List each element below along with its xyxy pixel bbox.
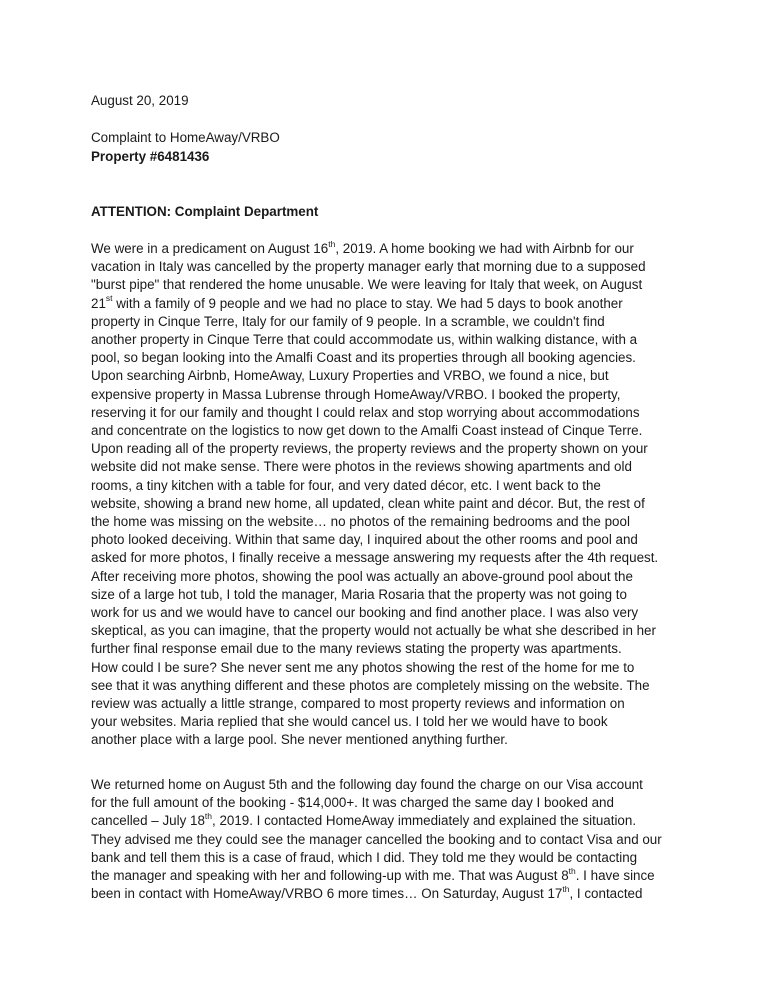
paragraph-booking-story (91, 240, 691, 750)
text-line (91, 640, 691, 658)
text-line (91, 240, 691, 258)
text-line (91, 677, 691, 695)
text-segment: website, showing a brand new home, all updated, clean white paint and décor. But, the rest of (91, 495, 645, 511)
text-line (91, 513, 691, 531)
text-line (91, 495, 691, 513)
text-line (91, 404, 691, 422)
paragraph-charge-followup (91, 776, 691, 903)
text-line (91, 831, 691, 849)
text-line (91, 331, 691, 349)
text-line (91, 695, 691, 713)
text-line (91, 440, 691, 458)
ordinal-suffix: th (562, 883, 570, 894)
text-segment: rooms, a tiny kitchen with a table for four, and very dated décor, etc. I went back to the (91, 477, 601, 493)
ordinal-suffix: st (105, 293, 113, 304)
text-segment: website did not make sense. There were photos in the reviews showing apartments and old (91, 459, 632, 475)
text-line (91, 422, 691, 440)
text-segment: another place with a large pool. She never mentioned anything further. (91, 732, 508, 748)
text-segment: How could I be sure? She never sent me any photos showing the rest of the home for me to (91, 659, 635, 675)
text-line (91, 622, 691, 640)
text-segment: cancelled – July 18 (91, 813, 205, 829)
text-segment: Upon reading all of the property reviews, the property reviews and the property shown on your (91, 441, 648, 457)
text-segment: property in Cinque Terre, Italy for our family of 9 people. In a scramble, we couldn't find (91, 313, 605, 329)
text-segment: review was actually a little strange, compared to most property reviews and information on (91, 696, 625, 712)
text-segment: After receiving more photos, showing the pool was actually an above-ground pool about the (91, 568, 633, 584)
text-segment: , 2019. I contacted HomeAway immediately and explained the situation. (212, 813, 637, 829)
text-segment: , I contacted (569, 886, 643, 902)
text-segment: and concentrate on the logistics to now get down to the Amalfi Coast instead of Cinque Terre. (91, 423, 643, 439)
text-segment: for the full amount of the booking - $14,000+. It was charged the same day I booked and (91, 795, 614, 811)
property-number: Property #6481436 (91, 149, 210, 164)
text-line (91, 776, 691, 794)
text-segment: . I have since (575, 868, 655, 884)
text-line (91, 794, 691, 812)
text-segment: We were in a predicament on August 16 (91, 241, 329, 256)
text-segment: expensive property in Massa Lubrense through HomeAway/VRBO. I booked the property, (91, 386, 621, 402)
text-line (91, 885, 691, 903)
text-line (91, 549, 691, 567)
text-segment: the home was missing on the website… no photos of the remaining bedrooms and the pool (91, 514, 630, 530)
text-segment: your websites. Maria replied that she would cancel us. I told her we would have to book (91, 714, 608, 730)
text-segment: 21 (91, 295, 106, 311)
text-line (91, 849, 691, 867)
text-line (91, 812, 691, 830)
text-segment: size of a large hot tub, I told the manager, Maria Rosaria that the property was not going to (91, 586, 627, 602)
ordinal-suffix: th (328, 238, 336, 249)
text-segment: further final response email due to the many reviews stating the property was apartments. (91, 641, 622, 657)
text-segment: , 2019. A home booking we had with Airbnb for our (335, 241, 634, 256)
text-segment: work for us and we would have to cancel our booking and find another place. I was also very (91, 605, 639, 621)
text-segment: Upon searching Airbnb, HomeAway, Luxury Properties and VRBO, we found a nice, but (91, 368, 609, 384)
text-segment: pool, so began looking into the Amalfi Coast and its properties through all booking agencies. (91, 350, 636, 366)
text-segment: the manager and speaking with her and following-up with me. That was August 8 (91, 868, 569, 884)
text-line (91, 349, 691, 367)
text-segment: another property in Cinque Terre that could accommodate us, within walking distance, with a (91, 332, 638, 348)
text-line (91, 477, 691, 495)
text-line (91, 531, 691, 549)
text-segment: asked for more photos, I finally receive a message answering my requests after the 4th request. (91, 550, 659, 566)
text-segment: with a family of 9 people and we had no place to stay. We had 5 days to book another (112, 295, 623, 311)
ordinal-suffix: th (568, 865, 576, 876)
text-line (91, 295, 691, 313)
text-segment: see that it was anything different and these photos are completely missing on the website. The (91, 677, 650, 693)
text-line (91, 713, 691, 731)
text-line (91, 276, 691, 294)
text-segment: They advised me they could see the manager cancelled the booking and to contact Visa and our (91, 831, 662, 847)
text-line (91, 586, 691, 604)
text-segment: reserving it for our family and thought I could relax and stop worrying about accommodations (91, 404, 640, 420)
text-segment: photo looked deceiving. Within that same day, I inquired about the other rooms and pool and (91, 532, 638, 548)
letter-date: August 20, 2019 (91, 93, 189, 108)
text-line (91, 731, 691, 749)
ordinal-suffix: th (204, 810, 212, 821)
attention-line: ATTENTION: Complaint Department (91, 204, 319, 219)
text-segment: skeptical, as you can imagine, that the property would not actually be what she described in her (91, 623, 656, 639)
text-line (91, 604, 691, 622)
text-line (91, 313, 691, 331)
text-line (91, 568, 691, 586)
text-line (91, 458, 691, 476)
text-segment: been in contact with HomeAway/VRBO 6 more times… On Saturday, August 17 (91, 886, 563, 902)
text-line (91, 258, 691, 276)
text-segment: vacation in Italy was cancelled by the property manager early that morning due to a supposed (91, 259, 646, 275)
letter-subject: Complaint to HomeAway/VRBO (91, 130, 280, 145)
text-line (91, 386, 691, 404)
text-segment: "burst pipe" that rendered the home unusable. We were leaving for Italy that week, on August (91, 277, 643, 293)
text-segment: bank and tell them this is a case of fraud, which I did. They told me they would be contacting (91, 849, 638, 865)
text-segment: We returned home on August 5th and the following day found the charge on our Visa account (91, 777, 643, 792)
text-line (91, 659, 691, 677)
text-line (91, 367, 691, 385)
text-line (91, 867, 691, 885)
